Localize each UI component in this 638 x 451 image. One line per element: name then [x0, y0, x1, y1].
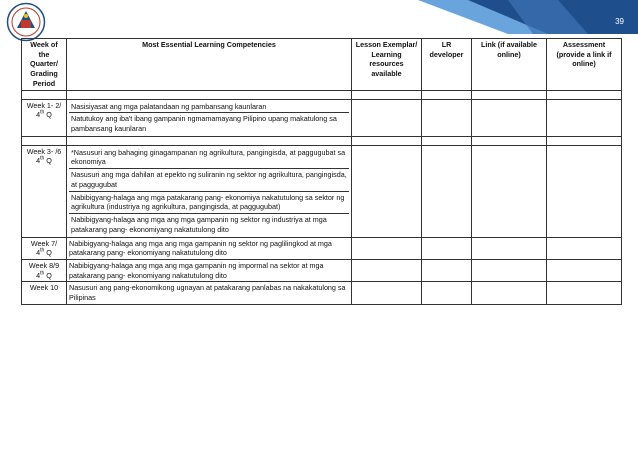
header-lesson-exemplar: Lesson Exemplar/ Learning resources available	[352, 39, 422, 91]
lesson-cell	[352, 99, 422, 136]
week-label: Week 3- /6	[26, 146, 62, 156]
table-row	[22, 145, 622, 237]
competency-item: Nasusuri ang mga dahilan at epekto ng suliranin ng sektor ng agrikultura, pangingisda, at paggugubat	[69, 168, 349, 190]
lesson-cell	[352, 145, 422, 237]
assessment-cell	[547, 259, 622, 281]
melc-table	[21, 38, 622, 305]
spacer-row	[22, 90, 622, 99]
competency-item: Nabibigyang-halaga ang mga patakarang pang- ekonomiya nakatutulong sa sektor ng agrikultura (industriya ng agrikultura, pangingisda, at paggugubat)	[69, 191, 349, 213]
header-lr-developer: LR developer	[422, 39, 472, 91]
competency-cell	[67, 237, 352, 259]
assessment-cell	[547, 237, 622, 259]
lr-cell	[422, 99, 472, 136]
competency-item: Natutukoy ang iba't ibang gampanin ngmamamayang Pilipino upang makatulong sa pambansang kaunlaran	[69, 112, 349, 134]
quarter-label: 4th Q	[36, 156, 52, 166]
quarter-label: 4th Q	[36, 247, 52, 258]
header-competencies: Most Essential Learning Competencies	[67, 39, 352, 91]
deped-seal-icon	[6, 2, 46, 42]
link-cell	[472, 99, 547, 136]
table-row	[22, 99, 622, 136]
header-banner	[358, 0, 638, 34]
week-label: Week 1- 2/	[26, 100, 62, 110]
header-link: Link (if available online)	[472, 39, 547, 91]
competency-cell	[67, 259, 352, 281]
page-number: 39	[615, 17, 624, 26]
link-cell	[472, 145, 547, 237]
competency-item: Nasusuri ang pang-ekonomikong ugnayan at patakarang panlabas na nakakatulong sa Pilipinas	[69, 283, 346, 303]
week-cell	[22, 259, 67, 281]
link-cell	[472, 237, 547, 259]
table-row	[22, 259, 622, 281]
week-cell	[22, 237, 67, 259]
spacer-row	[22, 136, 622, 145]
week-label: Week 8/9	[28, 260, 60, 270]
competency-cell	[67, 282, 352, 304]
lr-cell	[422, 145, 472, 237]
link-cell	[472, 259, 547, 281]
competency-item: Nabibigyang-halaga ang mga ang mga gampanin ng sektor ng paglilingkod at mga patakarang pang- ekonomiyang nakatutulong dito	[69, 238, 332, 258]
table-row	[22, 237, 622, 259]
assessment-cell	[547, 282, 622, 304]
lr-cell	[422, 282, 472, 304]
week-cell	[22, 99, 67, 136]
competency-item: Nabibigyang-halaga ang mga ang mga gampanin ng impormal na sektor at mga patakarang pang- ekonomiyang nakatutulong dito	[69, 260, 324, 280]
competency-item: *Nasusuri ang bahaging ginagampanan ng agrikultura, pangingisda, at paggugubat sa ekonomiya	[71, 147, 346, 167]
lesson-cell	[352, 237, 422, 259]
quarter-label: 4th Q	[36, 109, 52, 120]
lesson-cell	[352, 259, 422, 281]
competency-cell	[67, 99, 352, 136]
week-label: Week 7/	[30, 238, 58, 248]
week-cell	[22, 282, 67, 304]
header-week: Week of the Quarter/ Grading Period	[22, 39, 67, 91]
lr-cell	[422, 259, 472, 281]
competency-item: Nasisiyasat ang mga palatandaan ng pambansang kaunlaran	[71, 101, 267, 111]
week-label: Week 10	[29, 283, 59, 293]
table-row	[22, 282, 622, 304]
table-header-row	[22, 39, 622, 91]
link-cell	[472, 282, 547, 304]
week-cell	[22, 145, 67, 237]
header-assessment: Assessment (provide a link if online)	[547, 39, 622, 91]
competency-cell	[67, 145, 352, 237]
lesson-cell	[352, 282, 422, 304]
quarter-label: 4th Q	[36, 270, 52, 280]
competency-item: Nabibigyang-halaga ang mga ang mga gampanin ng sektor ng industriya at mga patakarang pang- ekonomiyang nakatutulong dito	[69, 213, 349, 235]
assessment-cell	[547, 99, 622, 136]
assessment-cell	[547, 145, 622, 237]
lr-cell	[422, 237, 472, 259]
